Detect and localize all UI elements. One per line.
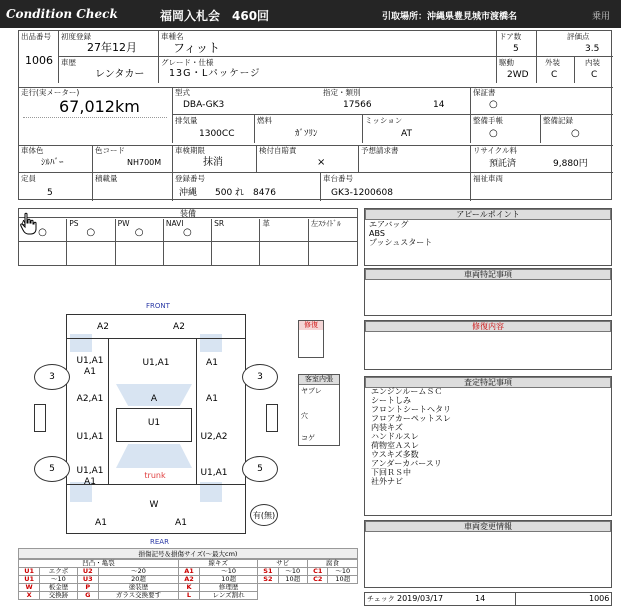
int-cell xyxy=(575,57,613,83)
equipment-col xyxy=(260,219,308,265)
ext-cell xyxy=(537,57,575,83)
vehicle-notes-panel xyxy=(364,268,612,316)
first-reg: 27年12月 xyxy=(87,41,137,54)
damage-code: A xyxy=(150,394,158,404)
equipment-col xyxy=(116,219,164,265)
disp-cell xyxy=(173,115,255,143)
check-label: チェック xyxy=(367,595,395,603)
divider xyxy=(260,241,307,242)
legend-cell: P xyxy=(77,584,98,592)
divider xyxy=(67,241,114,242)
inspector-note-line: フロアカーペットスレ xyxy=(371,414,451,423)
info-grid xyxy=(18,30,612,200)
divider xyxy=(66,338,246,339)
fuel-cell xyxy=(255,115,363,143)
chassis-cell xyxy=(321,173,471,201)
color-code: NH700M xyxy=(127,158,162,167)
legend-cell: ～20 xyxy=(98,568,178,576)
legend-table xyxy=(18,559,358,600)
welfare-label: 福祉車両 xyxy=(473,174,503,183)
mileage-label: 走行(実メーター) xyxy=(21,88,80,97)
inspection-cell xyxy=(173,145,257,173)
divider xyxy=(309,241,357,242)
appeal-lines xyxy=(369,220,432,247)
recycle-label: リサイクル料 xyxy=(473,146,517,155)
car-name-cell xyxy=(159,31,497,57)
header-title: Condition Check xyxy=(6,7,118,21)
damage-code: A2 xyxy=(97,322,109,332)
damage-code: U2,A2 xyxy=(200,432,228,442)
divider xyxy=(116,241,163,242)
legend-head: 凹凸・亀裂 xyxy=(19,560,179,568)
legend-cell: ガラス交換要す xyxy=(98,592,178,600)
disp-label: 排気量 xyxy=(175,116,198,125)
chassis: GK3-1200608 xyxy=(331,188,393,198)
doors-label: ドア数 xyxy=(499,32,522,41)
damage-code: U1,A1 xyxy=(142,358,170,368)
change-info-title: 車両変更情報 xyxy=(365,521,611,532)
damage-code: W xyxy=(149,500,159,510)
footer-lot: 1006 xyxy=(589,594,610,603)
fuel-label: 燃料 xyxy=(257,116,272,125)
plate-cell xyxy=(173,173,321,201)
legend-cell: S1 xyxy=(258,568,278,576)
load-cell xyxy=(93,173,173,201)
legend-cell: A2 xyxy=(179,576,200,584)
damage-code: U1 xyxy=(147,418,161,428)
lot-label: 出品番号 xyxy=(21,32,51,41)
legend-cell: K xyxy=(179,584,200,592)
tax-label: 予想請求書 xyxy=(361,146,399,155)
damage-code: A1 xyxy=(95,518,107,528)
model-label: 型式 xyxy=(175,88,190,97)
repair-content-panel xyxy=(364,320,612,370)
record-label: 整備記録 xyxy=(543,116,573,125)
check-number: 14 xyxy=(475,594,486,603)
model: DBA-GK3 xyxy=(183,100,225,110)
class-label: 指定・類別 xyxy=(323,88,361,97)
equipment-col xyxy=(164,219,212,265)
damage-code: U1,A1 xyxy=(200,468,228,478)
panel-rr-quarter xyxy=(200,482,222,502)
legend-cell: C1 xyxy=(308,568,328,576)
repair-label: 修復 xyxy=(299,321,323,330)
doors-cell xyxy=(497,31,537,57)
history: レンタカー xyxy=(95,69,145,80)
drive-cell xyxy=(497,57,537,83)
legend-cell: U3 xyxy=(77,576,98,584)
legend-cell: S2 xyxy=(258,576,278,584)
equipment-label: 革 xyxy=(262,219,270,228)
interior-label: 客室内張 xyxy=(299,375,339,385)
class-a: 17566 xyxy=(343,100,372,110)
trunk-label: trunk xyxy=(144,471,166,480)
equipment-mark: ○ xyxy=(86,227,96,238)
doors: 5 xyxy=(513,44,519,54)
inspector-notes-title: 査定特記事項 xyxy=(365,377,611,388)
inspector-notes-panel xyxy=(364,376,612,516)
divider xyxy=(515,593,516,605)
tire-front-left: 3 xyxy=(34,364,70,390)
equipment-label: PS xyxy=(69,219,79,228)
legend-cell: 交換跡 xyxy=(40,592,77,600)
fuel: ｶﾞｿﾘﾝ xyxy=(295,129,318,139)
legend-cell: エクボ xyxy=(40,568,77,576)
inspection-label: 車検期限 xyxy=(175,146,205,155)
score-label: 評価点 xyxy=(567,32,590,41)
tire-rear-right: 5 xyxy=(242,456,278,482)
insurance-cell xyxy=(257,145,359,173)
equipment-col xyxy=(212,219,260,265)
rear-label: REAR xyxy=(150,538,169,546)
load-label: 積載量 xyxy=(95,174,118,183)
divider xyxy=(23,117,167,118)
plate: 沖縄 500 れ 8476 xyxy=(179,188,276,198)
legend-cell: L xyxy=(179,592,200,600)
grade-cell xyxy=(159,57,497,83)
history-cell xyxy=(59,57,159,83)
inspector-note-line: 荷物室Ａスレ xyxy=(371,441,419,450)
legend-cell: ～10 xyxy=(199,568,257,576)
mirror-left xyxy=(34,404,46,432)
color-cell xyxy=(19,145,93,173)
interior-box xyxy=(298,374,340,446)
damage-code: A2,A1 xyxy=(76,394,104,404)
damage-code: A1 xyxy=(175,518,187,528)
pickup-location: 引取場所：沖縄県豊見城市渡橋名 xyxy=(382,12,518,22)
check-date: 2019/03/17 xyxy=(397,594,444,603)
car-name: フィット xyxy=(173,41,221,55)
damage-legend xyxy=(18,548,358,600)
color-code-label: 色コード xyxy=(95,146,125,155)
legend-cell: 20超 xyxy=(98,576,178,584)
first-reg-cell xyxy=(59,31,159,57)
interior-hole: 穴 xyxy=(301,412,308,420)
legend-head: サビ xyxy=(258,560,308,568)
legend-head: 線キズ xyxy=(179,560,258,568)
record-cell xyxy=(541,115,613,143)
warranty: ○ xyxy=(489,99,498,110)
panel-fl-fender xyxy=(70,334,92,352)
mirror-right xyxy=(266,404,278,432)
mileage: 67,012km xyxy=(59,97,140,116)
lot-cell xyxy=(19,31,59,83)
inspector-note-line: ハンドルスレ xyxy=(371,432,419,441)
inspector-note-line: 内装キズ xyxy=(371,423,403,432)
vehicle-type: 乗用 xyxy=(592,12,611,22)
inspector-notes-lines xyxy=(371,387,451,486)
legend-cell: A1 xyxy=(179,568,200,576)
first-reg-label: 初度登録 xyxy=(61,32,91,41)
panel-rear-glass xyxy=(116,444,192,468)
equipment-title: 装備 xyxy=(19,209,357,218)
repair-content-title: 修復内容 xyxy=(365,321,611,332)
damage-code: U1,A1 A1 xyxy=(76,466,104,487)
repair-box xyxy=(298,320,324,358)
divider xyxy=(108,338,109,484)
score: 3.5 xyxy=(585,44,600,54)
inspector-note-line: 社外ナビ xyxy=(371,477,403,486)
legend-head: 腐食 xyxy=(308,560,358,568)
damage-code: A2 xyxy=(173,322,185,332)
legend-cell: C2 xyxy=(308,576,328,584)
auction-name: 福岡入札会 xyxy=(160,9,221,23)
change-info-panel xyxy=(364,520,612,588)
class-b: 14 xyxy=(433,100,445,110)
interior-tear: ヤブレ xyxy=(301,387,322,395)
trans-label: ミッション xyxy=(365,116,403,125)
legend-cell: ～10 xyxy=(328,568,358,576)
appeal-line: エアバッグ xyxy=(369,220,409,229)
warranty-cell xyxy=(471,87,613,115)
legend-cell: 板金歴 xyxy=(40,584,77,592)
int-label: 内装 xyxy=(585,58,600,67)
divider xyxy=(196,338,197,484)
divider xyxy=(19,241,66,242)
ext-label: 外装 xyxy=(545,58,560,67)
footer-bar xyxy=(364,592,612,606)
vehicle-notes-title: 車両特記事項 xyxy=(365,269,611,280)
equipment-table xyxy=(18,208,358,266)
equipment-label: NAVI xyxy=(165,219,184,228)
trans-cell xyxy=(363,115,471,143)
history-label: 車歴 xyxy=(61,58,76,67)
damage-code: A1 xyxy=(206,358,218,368)
grade-label: グレード・仕様 xyxy=(161,58,214,67)
score-cell xyxy=(537,31,613,57)
legend-cell: 修理歴 xyxy=(199,584,257,592)
mileage-cell xyxy=(19,87,173,143)
equipment-mark: ○ xyxy=(134,227,144,238)
insurance: × xyxy=(317,157,326,168)
drive-label: 駆動 xyxy=(499,58,514,67)
color-label: 車体色 xyxy=(21,146,44,155)
front-label: FRONT xyxy=(146,302,170,310)
capacity-cell xyxy=(19,173,93,201)
capacity: 5 xyxy=(47,188,53,198)
inspector-note-line: 下回ＲＳ中 xyxy=(371,468,411,477)
inspector-note-line: シートしみ xyxy=(371,396,411,405)
inspector-note-line: フロントシートヘタリ xyxy=(371,405,451,414)
legend-cell: 10超 xyxy=(278,576,308,584)
legend-cell: ～10 xyxy=(40,576,77,584)
record: ○ xyxy=(571,128,580,139)
welfare-cell xyxy=(471,173,613,201)
header-bar xyxy=(0,0,621,28)
legend-cell: レンズ割れ xyxy=(199,592,257,600)
legend-cell: U2 xyxy=(77,568,98,576)
legend-cell: X xyxy=(19,592,40,600)
legend-cell: W xyxy=(19,584,40,592)
inspector-note-line: アンダーカバースリ xyxy=(371,459,442,468)
model-cell xyxy=(173,87,321,115)
ext-grade: C xyxy=(551,70,558,80)
panel-fr-fender xyxy=(200,334,222,352)
recycle-fee: 9,880円 xyxy=(553,159,588,169)
legend-cell: 10超 xyxy=(328,576,358,584)
equipment-col xyxy=(67,219,115,265)
auction-lot: 460回 xyxy=(232,9,270,23)
equipment-mark: ○ xyxy=(38,227,47,238)
chassis-label: 車台番号 xyxy=(323,174,353,183)
equipment-label: PW xyxy=(117,219,130,228)
lot-number: 1006 xyxy=(25,54,53,67)
legend-cell: G xyxy=(77,592,98,600)
color-code-cell xyxy=(93,145,173,173)
appeal-line: ABS xyxy=(369,229,385,238)
appeal-line: プッシュスタート xyxy=(369,238,433,247)
tire-front-right: 3 xyxy=(242,364,278,390)
inspection: 抹消 xyxy=(203,157,223,168)
legend-body xyxy=(19,568,358,600)
body-color: ｼﾙﾊﾞｰ xyxy=(41,158,64,168)
displacement: 1300CC xyxy=(199,129,235,139)
manual-label: 整備手帳 xyxy=(473,116,503,125)
damage-code: A1 xyxy=(206,394,218,404)
legend-row xyxy=(19,592,358,600)
divider xyxy=(164,241,211,242)
tax-cell xyxy=(359,145,471,173)
capacity-label: 定員 xyxy=(21,174,36,183)
appeal-title: アピールポイント xyxy=(365,209,611,220)
legend-cell: U1 xyxy=(19,576,40,584)
grade: 13G・Lパッケージ xyxy=(169,68,261,79)
manual: ○ xyxy=(489,128,498,139)
legend-title: 損傷記号＆損傷サイズ(～最大cm) xyxy=(18,548,358,559)
transmission: AT xyxy=(401,129,412,139)
divider xyxy=(212,241,259,242)
plate-label: 登録番号 xyxy=(175,174,205,183)
spare-tire: 有(無) xyxy=(250,504,278,526)
hand-cursor-icon xyxy=(18,212,40,236)
recycle-cell xyxy=(471,145,613,173)
equipment-label: SR xyxy=(214,219,225,228)
inspector-note-line: エンジンルームＳＣ xyxy=(371,387,443,396)
warranty-label: 保証書 xyxy=(473,88,496,97)
drive: 2WD xyxy=(507,70,529,80)
damage-diagram xyxy=(18,268,358,546)
equipment-col xyxy=(309,219,357,265)
manual-cell xyxy=(471,115,541,143)
equipment-mark: ○ xyxy=(182,227,192,238)
equipment-label: 左ｽﾗｲﾄﾞﾙ xyxy=(310,219,341,228)
damage-code: U1,A1 A1 xyxy=(76,356,104,377)
appeal-panel xyxy=(364,208,612,266)
legend-cell: U1 xyxy=(19,568,40,576)
inspector-note-line: ウスキズ多数 xyxy=(371,450,419,459)
recycle-status: 預託済 xyxy=(489,159,517,169)
insurance-label: 検付自賠責 xyxy=(259,146,297,155)
int-grade: C xyxy=(591,70,598,80)
car-name-label: 車種名 xyxy=(161,32,184,41)
interior-burn: コゲ xyxy=(301,434,315,442)
legend-cell: 10超 xyxy=(199,576,257,584)
legend-cell: 塗装歴 xyxy=(98,584,178,592)
class-cell xyxy=(321,87,471,115)
legend-cell: ～10 xyxy=(278,568,308,576)
damage-code: U1,A1 xyxy=(76,432,104,442)
tire-rear-left: 5 xyxy=(34,456,70,482)
